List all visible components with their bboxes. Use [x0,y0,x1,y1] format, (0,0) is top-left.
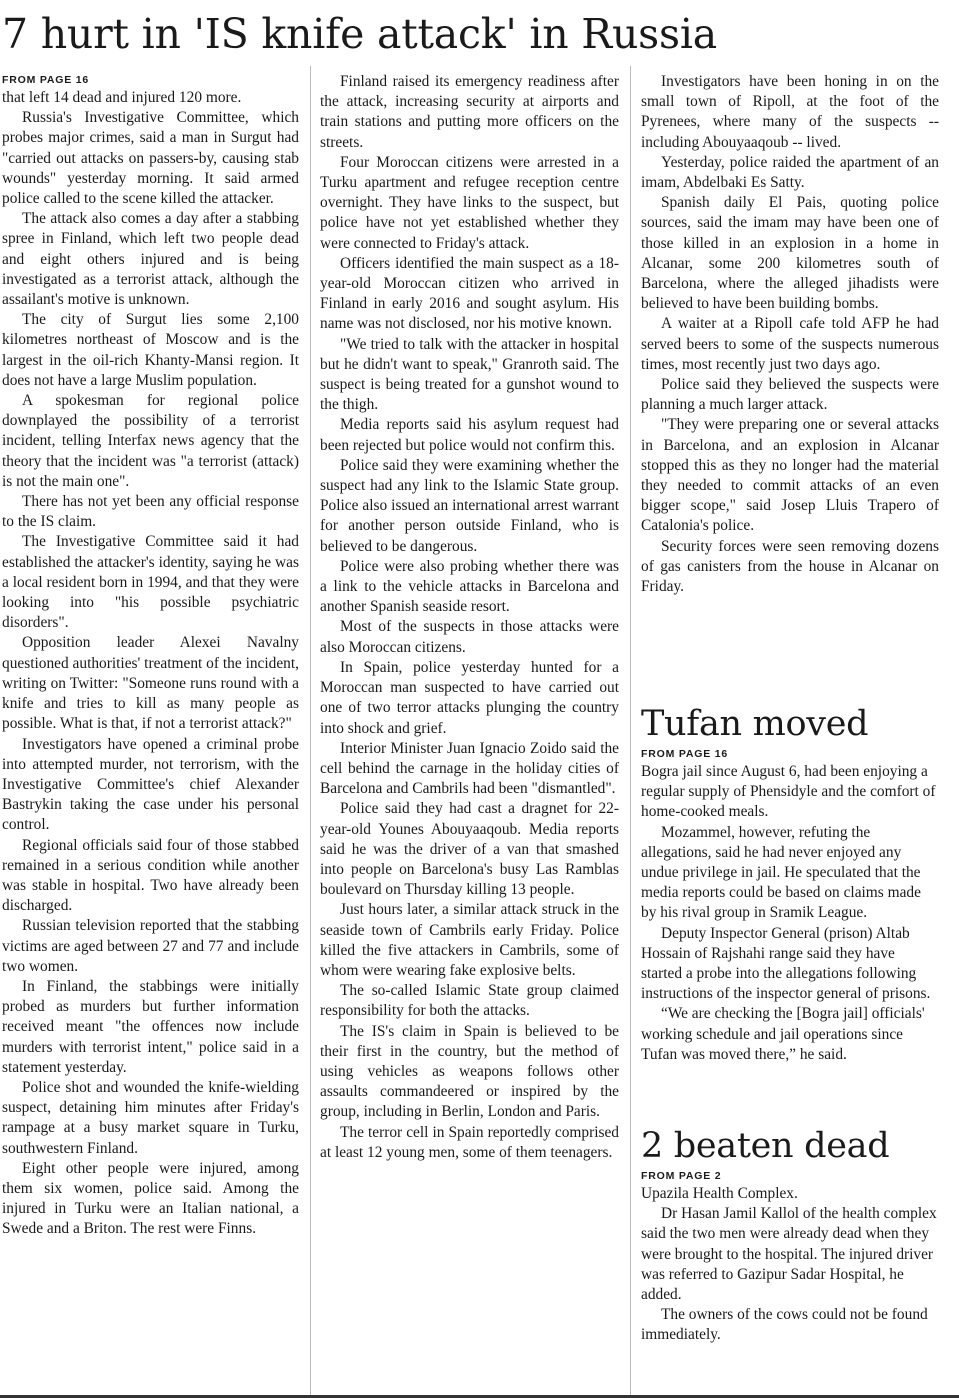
story-paragraph: Yesterday, police raided the apartment of an imam, Abdelbaki Es Satty. [641,153,939,192]
beaten-dead-kicker: FROM PAGE 2 [641,1170,722,1182]
story-paragraph: Just hours later, a similar attack struck in the seaside town of Cambrils early Friday. Police killed the five attackers in Cambrils, some of whom were wearing fake explosive belts. [320,901,619,979]
story-paragraph: Police were also probing whether there was a link to the vehicle attacks in Barcelona and another Spanish seaside resort. [320,557,619,616]
story-paragraph: Deputy Inspector General (prison) Altab Hossain of Rajshahi range said they have started a probe into the allegations following instructions of the inspector general of prisons. [641,924,931,1003]
story-paragraph: "They were preparing one or several attacks in Barcelona, and an explosion in Alcanar stopped this as they no longer had the material they needed to commit attacks of an even bigger scope," said Josep Lluis Trapero of Catalonia's police. [641,416,939,535]
tufan-kicker: FROM PAGE 16 [641,748,729,760]
story-paragraph: In Finland, the stabbings were initially probed as murders but further information received meant "the offences now include murders with terrorist intent," police said in a statement yesterday. [2,977,299,1076]
main-story-column-3 [641,72,939,656]
story-paragraph: Media reports said his asylum request had been rejected but police would not confirm this. [320,416,619,454]
main-headline: 7 hurt in 'IS knife attack' in Russia [2,10,718,58]
story-paragraph: Security forces were seen removing dozens of gas canisters from the house in Alcanar on Friday. [641,537,939,596]
story-paragraph: Investigators have opened a criminal probe into attempted murder, not terrorism, with the Investigative Committee's chief Alexander Bastrykin taking the case under his personal control. [2,735,299,834]
story-paragraph: “We are checking the [Bogra jail] officials' working schedule and jail operations since Tufan was moved there,” he said. [641,1005,925,1063]
story-paragraph: In Spain, police yesterday hunted for a Moroccan man suspected to have carried out one of two terror attacks plunging the country into shock and grief. [320,658,619,737]
column-divider [630,66,631,1396]
story-paragraph: Police said they believed the suspects were planning a much larger attack. [641,376,939,414]
story-paragraph: The so-called Islamic State group claimed responsibility for both the attacks. [320,982,619,1020]
story-paragraph: Finland raised its emergency readiness after the attack, increasing security at airports and train stations and putting more officers on the streets. [320,73,619,151]
story-paragraph: The Investigative Committee said it had established the attacker's identity, saying he was a local resident born in 1994, and that they were looking into "his possible psychiatric disorders". [2,533,299,632]
story-paragraph: There has not yet been any official response to the IS claim. [2,493,299,531]
story-paragraph: Regional officials said four of those stabbed remained in a serious condition while another was stable in hospital. Two have already been discharged. [2,836,299,915]
beaten-dead-story [641,1124,939,1386]
story-paragraph: Mozammel, however, refuting the allegations, said he had never enjoyed any undue privilege in jail. He speculated that the media reports could be based on claims made by his rival group in Sramik League. [641,823,921,922]
main-story-column-1 [2,72,299,1377]
story-paragraph: The city of Surgut lies some 2,100 kilometres northeast of Moscow and is the largest in the oil-rich Khanty-Mansi region. It does not have a large Muslim population. [2,311,299,389]
main-story-column-2 [320,72,619,1377]
story-paragraph: The attack also comes a day after a stabbing spree in Finland, which left two people dead and eight others injured and is being investigated as a terrorist attack, although the assailant's motive is unknown. [2,210,299,309]
story-paragraph: A spokesman for regional police downplayed the possibility of a terrorist incident, telling Interfax news agency that the theory that the incident was "a terrorist (attack) is not the main one". [2,392,299,490]
story-paragraph: The terror cell in Spain reportedly comprised at least 12 young men, some of them teenagers. [320,1123,619,1161]
story-paragraph: Most of the suspects in those attacks were also Moroccan citizens. [320,618,619,656]
story-paragraph: Police said they had cast a dragnet for 22-year-old Younes Abouyaaqoub. Media reports said he was the driver of a van that smashed into people on Barcelona's busy Las Ramblas boulevard on Thursday killing 13 people. [320,800,619,899]
story-paragraph: Four Moroccan citizens were arrested in a Turku apartment and refugee reception centre overnight. They have links to the suspect, but police have not yet established whether they were connected to Friday's attack. [320,153,619,252]
story-paragraph: Dr Hasan Jamil Kallol of the health complex said the two men were already dead when they were brought to the hospital. The injured driver was referred to Gazipur Sadar Hospital, he added. [641,1205,937,1304]
story-paragraph: "We tried to talk with the attacker in hospital but he didn't want to speak," Granroth said. The suspect is being treated for a gunshot wound to the thigh. [320,335,619,414]
story-paragraph: Interior Minister Juan Ignacio Zoido said the cell behind the carnage in the holiday cities of Barcelona and Cambrils had been "dismantled". [320,739,619,798]
story-paragraph: Russia's Investigative Committee, which probes major crimes, said a man in Surgut had "carried out attacks on passers-by, causing stab wounds" yesterday morning. It said armed police called to the scene killed the attacker. [2,109,299,208]
story-paragraph: Police said they were examining whether the suspect had any link to the Islamic State group. Police also issued an international arrest warrant for another person outside Finland, who is believed to be dangerous. [320,456,619,555]
tufan-headline: Tufan moved [641,704,869,744]
story-paragraph: Spanish daily El Pais, quoting police sources, said the imam may have been one of those killed in an explosion in a home in Alcanar, some 200 kilometres south of Barcelona, where the alleged jihadists were believed to have been building bombs. [641,194,939,313]
story-paragraph: Officers identified the main suspect as a 18-year-old Moroccan citizen who arrived in Finland in early 2016 and sought asylum. His name was not disclosed, nor his motive known. [320,254,619,333]
story-paragraph: that left 14 dead and injured 120 more. [2,89,242,106]
story-paragraph: A waiter at a Ripoll cafe told AFP he had served beers to some of the suspects numerous times, most recently just two days ago. [641,315,939,373]
main-story-kicker: FROM PAGE 16 [2,74,90,86]
column-divider [310,66,311,1396]
story-paragraph: Investigators have been honing in on the small town of Ripoll, at the foot of the Pyrenees, where many of the suspects -- including Abouyaaqoub -- lived. [641,73,939,151]
story-paragraph: Bogra jail since August 6, had been enjoying a regular supply of Phensidyle and the comfort of home-cooked meals. [641,763,936,821]
story-paragraph: Police shot and wounded the knife-wielding suspect, detaining him minutes after Friday's rampage at a busy market square in Turku, southwestern Finland. [2,1078,299,1157]
story-paragraph: Eight other people were injured, among them six women, police said. Among the injured in Turku were an Italian national, a Swede and a Briton. The rest were Finns. [2,1159,299,1238]
story-paragraph: The IS's claim in Spain is believed to be their first in the country, but the method of using vehicles as weapons follows other assaults commandeered or inspired by the group, including in Berlin, London and Paris. [320,1022,619,1121]
story-paragraph: Upazila Health Complex. [641,1185,798,1202]
story-paragraph: Russian television reported that the stabbing victims are aged between 27 and 77 and include two women. [2,917,299,975]
tufan-story [641,702,939,1122]
story-paragraph: Opposition leader Alexei Navalny questioned authorities' treatment of the incident, writing on Twitter: "Someone runs round with a knife and tries to kill as many people as possible. What is that, if not a terrorist attack?" [2,634,299,733]
story-paragraph: The owners of the cows could not be found immediately. [641,1306,928,1344]
beaten-dead-headline: 2 beaten dead [641,1126,890,1166]
